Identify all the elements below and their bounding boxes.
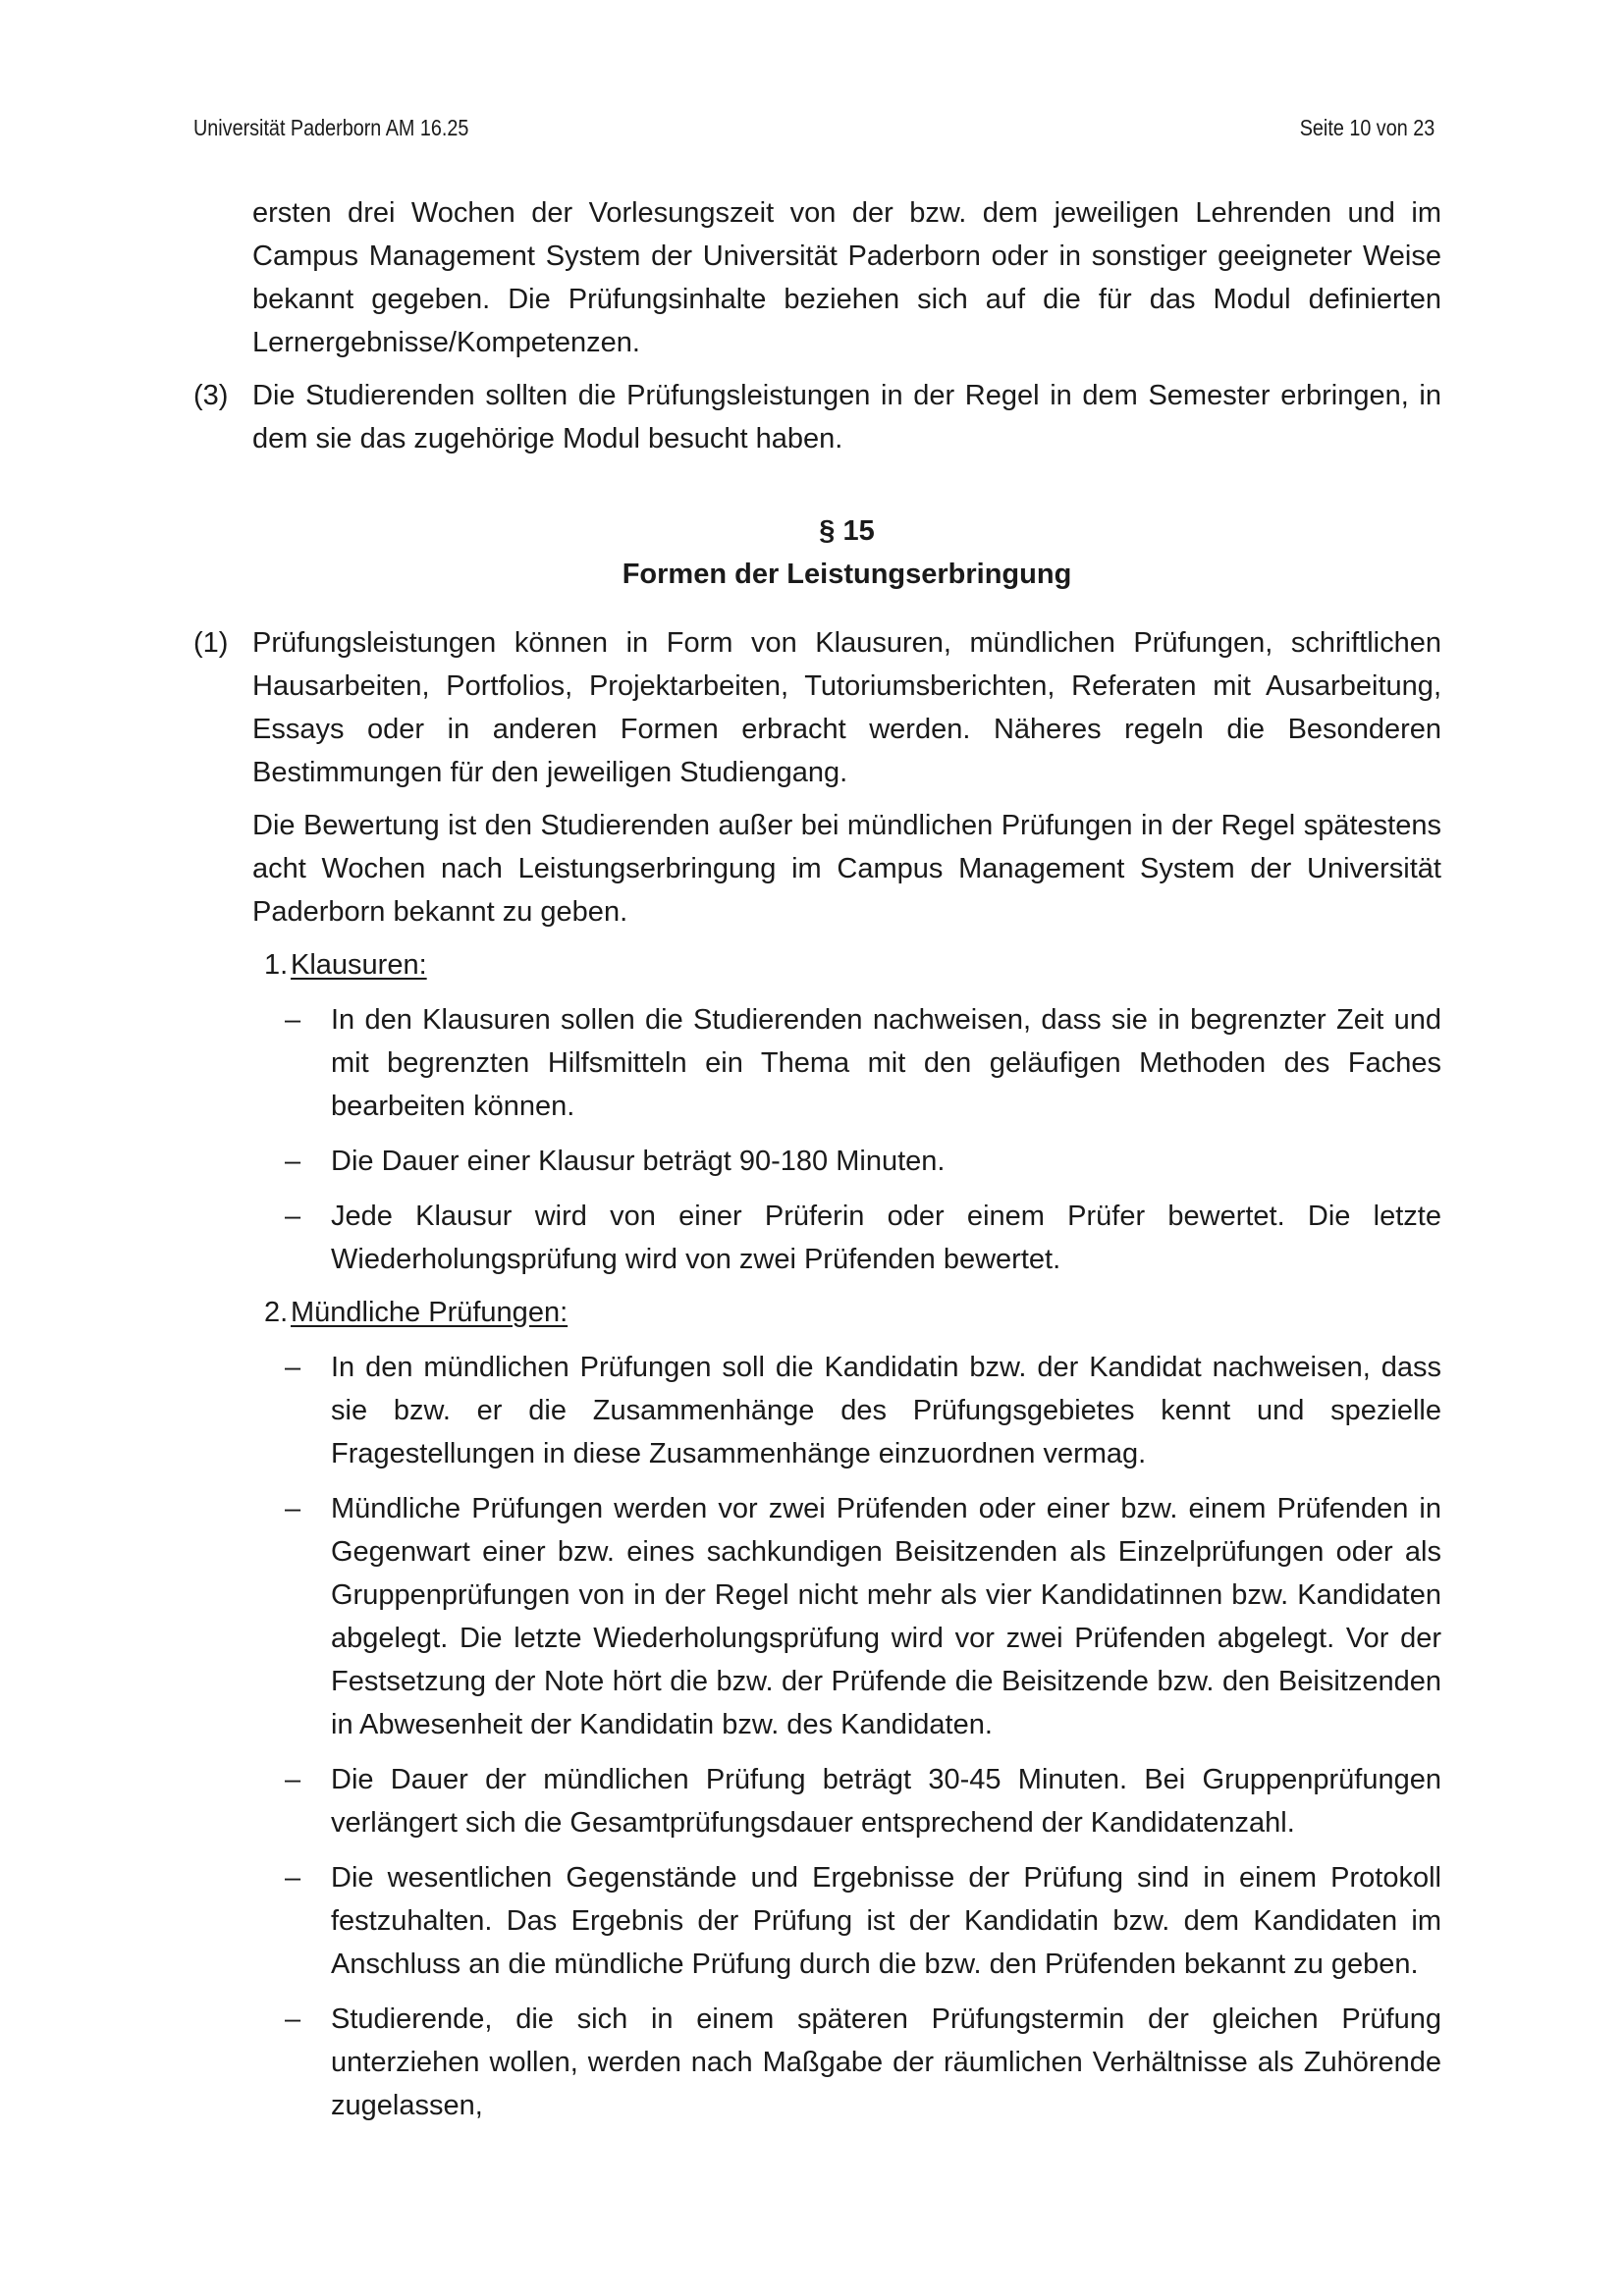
dash-bullet: – [285,1201,301,1232]
list-item-text: Mündliche Prüfungen werden vor zwei Prüfenden oder einer bzw. einem Prüfenden in Gegenwart einer bzw. eines sachkundigen Beisitzenden als Einzelprüfungen oder als Gruppenprüfungen von in der Regel nicht mehr als vier Kandidatinnen bzw. Kandidaten abgelegt. Die letzte Wiederholungsprüfung wird vor zwei Prüfenden abgelegt. Vor der Festsetzung der Note hört die bzw. der Prüfende die Beisitzende bzw. den Beisitzenden in Abwesenheit der Kandidatin bzw. des Kandidaten. [331,1493,1441,1740]
item-title: Mündliche Prüfungen: [291,1297,568,1328]
list-item-text: Die wesentlichen Gegenstände und Ergebnisse der Prüfung sind in einem Protokoll festzuhalten. Das Ergebnis der Prüfung ist der Kandidatin bzw. dem Kandidaten im Anschluss an die mündliche Prüfung durch die bzw. den Prüfenden bekannt zu geben. [331,1862,1441,1980]
paragraph-number: (3) [193,380,229,411]
paragraph-1-text-2: Die Bewertung ist den Studierenden außer bei mündlichen Prüfungen in der Regel spätestens acht Wochen nach Leistungserbringung im Campus Management System der Universität Paderborn bekannt zu geben. [252,810,1441,928]
dash-bullet: – [285,2003,301,2035]
list-item-text: Studierende, die sich in einem späteren Prüfungstermin der gleichen Prüfung unterziehen wollen, werden nach Maßgabe der räumlichen Verhältnisse als Zuhörende zugelassen, [331,2003,1441,2121]
dash-bullet: – [285,1004,301,1036]
page-header [193,115,1435,144]
paragraph-1 [193,621,1441,794]
section-title: Formen der Leistungserbringung [622,559,1072,590]
paragraph-number: (1) [193,627,229,659]
list-item [285,1758,1441,1844]
list-item [285,998,1441,1128]
item-number: 1. [264,949,289,981]
list-item-text: In den Klausuren sollen die Studierenden nachweisen, dass sie in begrenzter Zeit und mit begrenzten Hilfsmitteln ein Thema mit den geläufigen Methoden des Faches bearbeiten können. [331,1004,1441,1122]
header-document-id: Universität Paderborn AM 16.25 [193,115,469,140]
section-heading [252,509,1441,596]
list-item [285,1346,1441,1475]
paragraph-text: Prüfungsleistungen können in Form von Klausuren, mündlichen Prüfungen, schriftlichen Hausarbeiten, Portfolios, Projektarbeiten, Tutoriumsberichten, Referaten mit Ausarbeitung, Essays oder in anderen Formen erbracht werden. Näheres regeln die Besonderen Bestimmungen für den jeweiligen Studiengang. [252,627,1441,788]
list-item-text: Die Dauer der mündlichen Prüfung beträgt 30-45 Minuten. Bei Gruppenprüfungen verlängert sich die Gesamtprüfungsdauer entsprechend der Kandidatenzahl. [331,1764,1441,1839]
dash-bullet: – [285,1146,301,1177]
list-item [285,1140,1441,1183]
dash-bullet: – [285,1764,301,1795]
item-title: Klausuren: [291,949,427,981]
list-item [285,1998,1441,2127]
document-body [0,191,1624,2127]
list-item [285,1856,1441,1986]
dash-bullet: – [285,1862,301,1894]
paragraph-3 [193,374,1441,460]
dash-bullet: – [285,1493,301,1524]
list-item-text: In den mündlichen Prüfungen soll die Kandidatin bzw. der Kandidat nachweisen, dass sie bzw. er die Zusammenhänge des Prüfungsgebietes kennt und spezielle Fragestellungen in diese Zusammenhänge einzuordnen vermag. [331,1352,1441,1469]
paragraph-text: Die Studierenden sollten die Prüfungsleistungen in der Regel in dem Semester erbringen, in dem sie das zugehörige Modul besucht haben. [252,380,1441,454]
list-item [285,1195,1441,1281]
dash-bullet: – [285,1352,301,1383]
item-number: 2. [264,1297,289,1328]
header-page-number: Seite 10 von 23 [1299,115,1435,140]
list-item-text: Jede Klausur wird von einer Prüferin oder einem Prüfer bewertet. Die letzte Wiederholungsprüfung wird von zwei Prüfenden bewertet. [331,1201,1441,1275]
list-item-text: Die Dauer einer Klausur beträgt 90-180 Minuten. [331,1146,946,1177]
item-klausuren [264,943,1441,987]
item-muendliche-pruefungen [264,1291,1441,1334]
list-item [285,1487,1441,1746]
intro-continuation: ersten drei Wochen der Vorlesungszeit von der bzw. dem jeweiligen Lehrenden und im Campus Management System der Universität Paderborn oder in sonstiger geeigneter Weise bekannt gegeben. Die Prüfungsinhalte beziehen sich auf die für das Modul definierten Lernergebnisse/Kompetenzen. [252,197,1441,358]
section-symbol: § 15 [819,515,875,547]
